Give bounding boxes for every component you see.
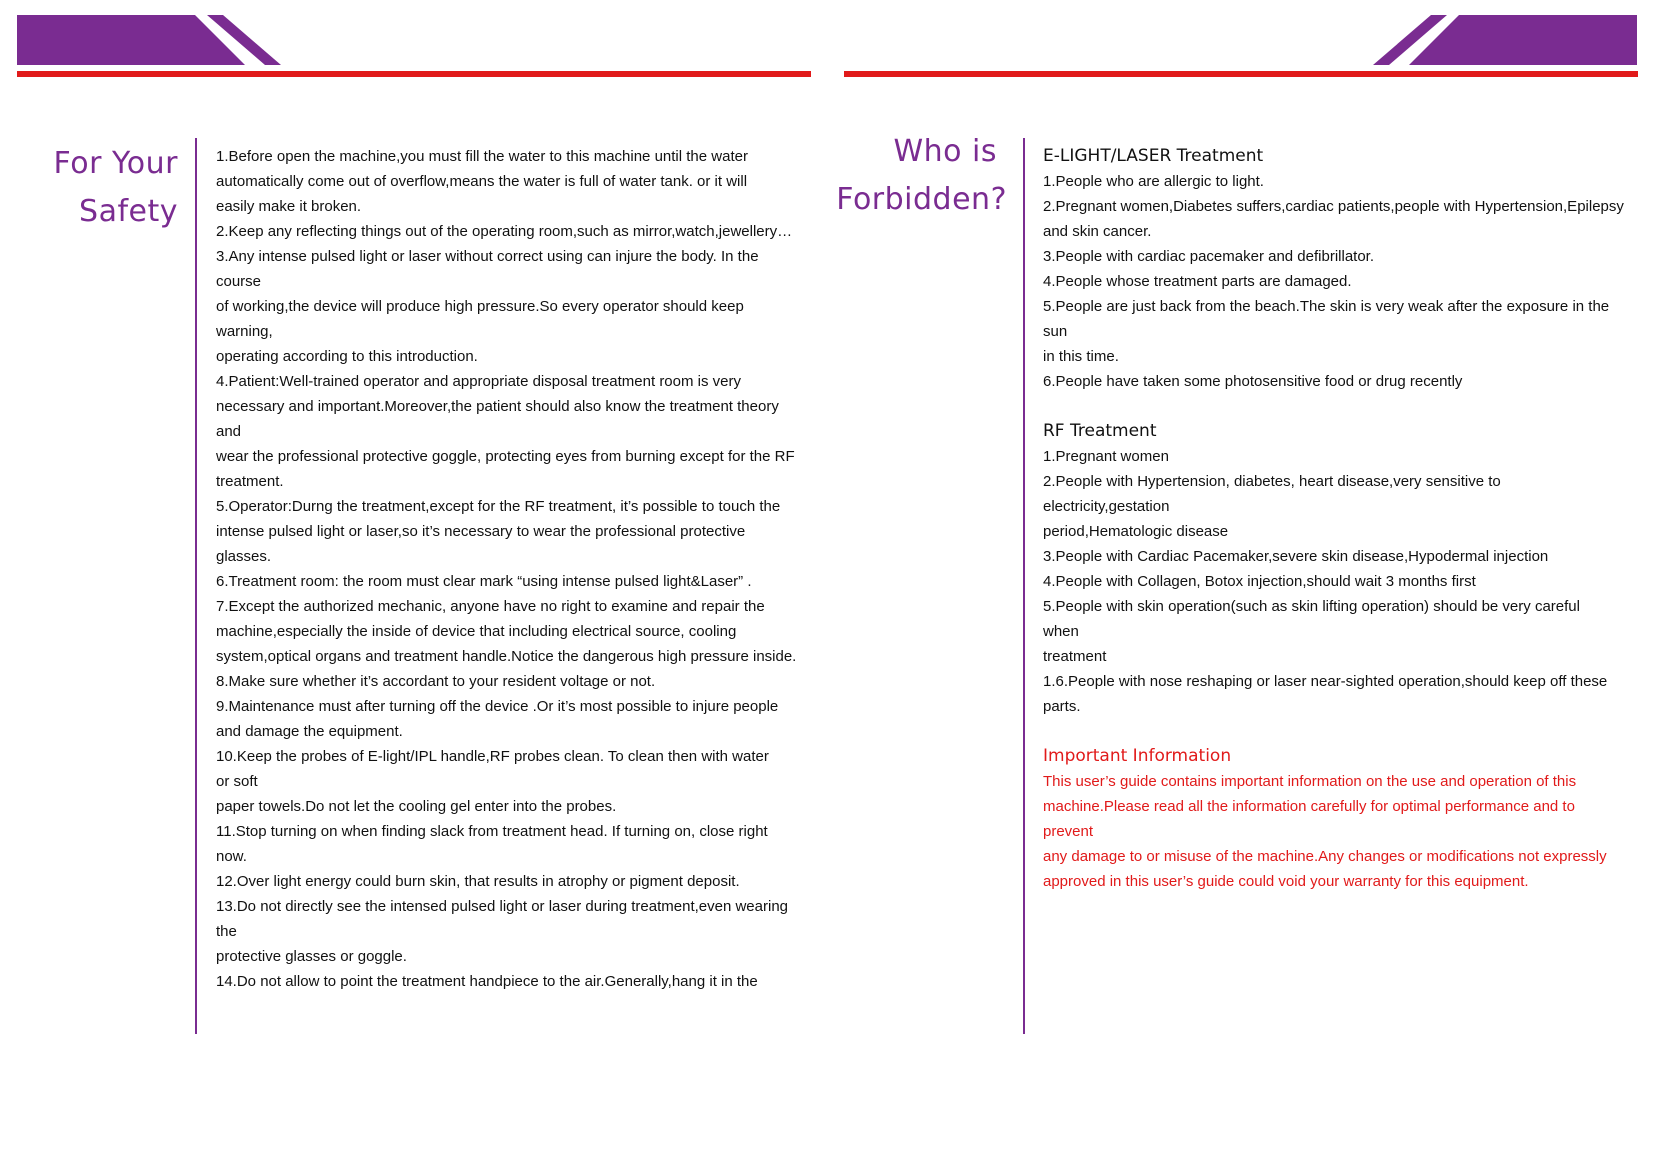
text-line: in this time. xyxy=(1043,348,1119,365)
text-line: automatically come out of overflow,means the water is full of water tank. or it will xyxy=(216,173,748,190)
text-line: 4.People with Collagen, Botox injection,should wait 3 months first xyxy=(1043,573,1476,590)
text-line: necessary and important.Moreover,the patient should also know the treatment theory xyxy=(216,398,779,415)
text-line: 6.Treatment room: the room must clear mark “using intense pulsed light&Laser” . xyxy=(216,573,752,590)
right-header-banner xyxy=(1373,15,1637,65)
text-line: treatment. xyxy=(216,473,284,490)
text-line: 3.Any intense pulsed light or laser without correct using can injure the body. In the xyxy=(216,248,759,265)
safety-instructions xyxy=(216,144,816,994)
text-line: wear the professional protective goggle, protecting eyes from burning except for the RF xyxy=(216,448,795,465)
text-line: 2.People with Hypertension, diabetes, heart disease,very sensitive to xyxy=(1043,473,1501,490)
text-line: electricity,gestation xyxy=(1043,498,1170,515)
text-line: and damage the equipment. xyxy=(216,723,403,740)
left-divider xyxy=(195,138,197,1034)
text-line: or soft xyxy=(216,773,258,790)
text-line: 4.Patient:Well-trained operator and appropriate disposal treatment room is very xyxy=(216,373,741,390)
banner-graphic-left xyxy=(17,15,281,65)
safety-title-line1: For Your xyxy=(53,146,178,181)
text-line: 2.Keep any reflecting things out of the operating room,such as mirror,watch,jewellery… xyxy=(216,223,793,240)
text-line: treatment xyxy=(1043,648,1107,665)
text-line: 5.Operator:Durng the treatment,except for the RF treatment, it’s possible to touch the xyxy=(216,498,781,515)
text-line: 1.Before open the machine,you must fill the water to this machine until the water xyxy=(216,148,748,165)
safety-title-line2: Safety xyxy=(79,194,178,229)
text-line: 8.Make sure whether it’s accordant to your resident voltage or not. xyxy=(216,673,656,690)
text-line: period,Hematologic disease xyxy=(1043,523,1229,540)
text-line: 1.Pregnant women xyxy=(1043,448,1169,465)
text-line: 5.People with skin operation(such as skin lifting operation) should be very careful xyxy=(1043,598,1580,615)
text-line: This user’s guide contains important information on the use and operation of this xyxy=(1043,773,1577,790)
right-page xyxy=(827,0,1654,1169)
right-divider xyxy=(1023,138,1025,1034)
text-line: 4.People whose treatment parts are damaged. xyxy=(1043,273,1352,290)
text-line: the xyxy=(216,923,237,940)
text-line: and skin cancer. xyxy=(1043,223,1152,240)
text-line: 13.Do not directly see the intensed pulsed light or laser during treatment,even wearing xyxy=(216,898,788,915)
text-line: approved in this user’s guide could void your warranty for this equipment. xyxy=(1043,873,1529,890)
text-line: warning, xyxy=(216,323,273,340)
text-line: paper towels.Do not let the cooling gel enter into the probes. xyxy=(216,798,617,815)
right-red-rule xyxy=(844,71,1638,77)
text-line: now. xyxy=(216,848,247,865)
elight-list xyxy=(1043,169,1643,394)
text-line: 12.Over light energy could burn skin, that results in atrophy or pigment deposit. xyxy=(216,873,740,890)
text-line: 10.Keep the probes of E-light/IPL handle,RF probes clean. To clean then with water xyxy=(216,748,769,765)
text-line: 7.Except the authorized mechanic, anyone have no right to examine and repair the xyxy=(216,598,765,615)
text-line: 6.People have taken some photosensitive food or drug recently xyxy=(1043,373,1463,390)
rf-heading: RF Treatment xyxy=(1043,421,1157,441)
forbidden-content xyxy=(1043,144,1643,894)
forbidden-title xyxy=(827,128,1007,224)
text-line: glasses. xyxy=(216,548,272,565)
text-line: system,optical organs and treatment handle.Notice the dangerous high pressure inside. xyxy=(216,648,797,665)
text-line: 1.People who are allergic to light. xyxy=(1043,173,1264,190)
forbidden-title-line1: Who is xyxy=(893,134,997,169)
text-line: 1.6.People with nose reshaping or laser near-sighted operation,should keep off these xyxy=(1043,673,1608,690)
text-line: 3.People with Cardiac Pacemaker,severe skin disease,Hypodermal injection xyxy=(1043,548,1549,565)
safety-title xyxy=(20,140,178,236)
important-heading: Important Information xyxy=(1043,746,1232,766)
text-line: machine.Please read all the information carefully for optimal performance and to xyxy=(1043,798,1575,815)
left-header-banner xyxy=(17,15,281,65)
text-line: course xyxy=(216,273,262,290)
rf-list xyxy=(1043,444,1643,719)
text-line: 2.Pregnant women,Diabetes suffers,cardiac patients,people with Hypertension,Epilepsy xyxy=(1043,198,1624,215)
text-line: and xyxy=(216,423,242,440)
text-line: protective glasses or goggle. xyxy=(216,948,407,965)
text-line: 9.Maintenance must after turning off the device .Or it’s most possible to injure people xyxy=(216,698,779,715)
text-line: operating according to this introduction. xyxy=(216,348,478,365)
text-line: easily make it broken. xyxy=(216,198,362,215)
text-line: 11.Stop turning on when finding slack from treatment head. If turning on, close right xyxy=(216,823,768,840)
text-line: parts. xyxy=(1043,698,1081,715)
text-line: intense pulsed light or laser,so it’s necessary to wear the professional protective xyxy=(216,523,746,540)
text-line: any damage to or misuse of the machine.Any changes or modifications not expressly xyxy=(1043,848,1607,865)
text-line: 3.People with cardiac pacemaker and defibrillator. xyxy=(1043,248,1375,265)
text-line: machine,especially the inside of device that including electrical source, cooling xyxy=(216,623,737,640)
forbidden-title-line2: Forbidden? xyxy=(836,182,1007,217)
left-red-rule xyxy=(17,71,811,77)
banner-graphic-right xyxy=(1373,15,1637,65)
text-line: of working,the device will produce high pressure.So every operator should keep xyxy=(216,298,744,315)
important-text xyxy=(1043,769,1643,894)
text-line: 14.Do not allow to point the treatment handpiece to the air.Generally,hang it in the xyxy=(216,973,758,990)
text-line: when xyxy=(1043,623,1079,640)
text-line: 5.People are just back from the beach.The skin is very weak after the exposure in the xyxy=(1043,298,1610,315)
text-line: sun xyxy=(1043,323,1068,340)
elight-heading: E-LIGHT/LASER Treatment xyxy=(1043,146,1264,166)
text-line: prevent xyxy=(1043,823,1094,840)
